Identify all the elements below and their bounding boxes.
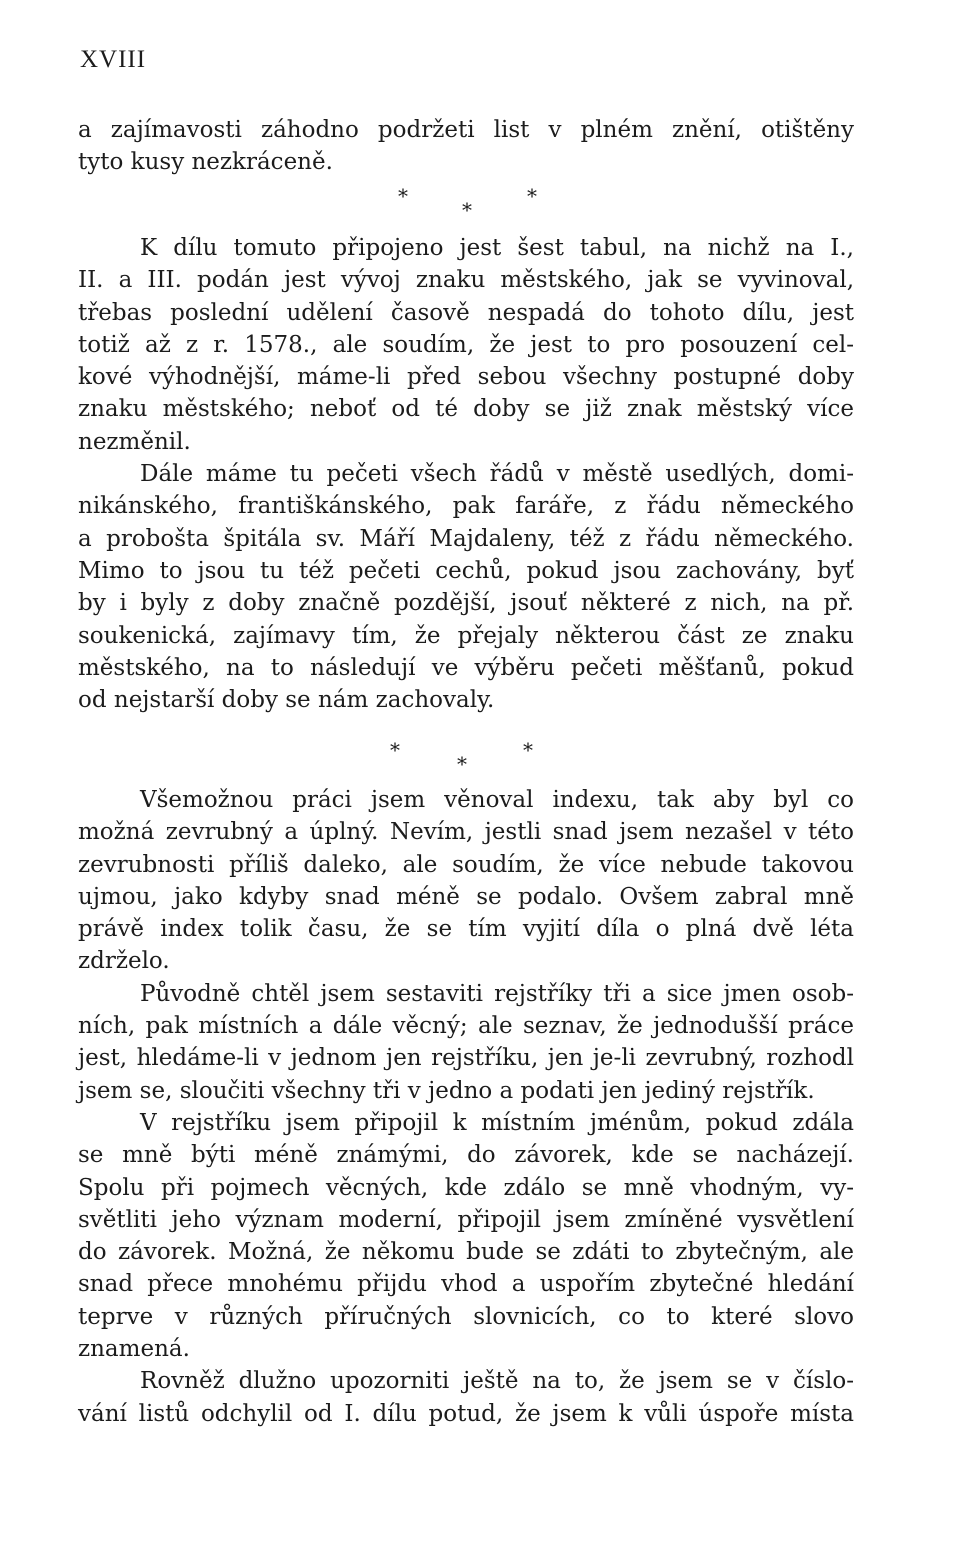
text-line: tyto kusy nezkráceně. [78,149,333,176]
text-line: teprve v různých příručných slovnicích, co to které slovo [78,1303,854,1330]
text-line: zdrželo. [78,948,170,975]
asterisk: * [462,198,472,222]
text-line: zevrubnosti příliš daleko, ale soudím, že více nebude takovou [78,851,854,878]
text-line: městského, na to následují ve výběru pečeti měšťanů, pokud [78,654,854,681]
text-line: jsem se, sloučiti všechny tři v jedno a podati jen jediný rejstřík. [78,1077,815,1104]
asterisk: * [390,738,400,762]
text-line: totiž až z r. 1578., ale soudím, že jest to pro posouzení cel- [78,331,854,358]
asterisk: * [527,184,537,208]
text-line: V rejstříku jsem připojil k místním jménům, pokud zdála [140,1109,854,1136]
section-index [78,784,854,1430]
text-line: soukenická, zajímavy tím, že přejaly některou část ze znaku [78,622,854,649]
text-line: právě index tolik času, že se tím vyjití díla o plná dvě léta [78,916,854,943]
section-divider [0,184,960,224]
text-line: ujmou, jako kdyby snad méně se podalo. Ovšem zabral mně [78,883,854,910]
text-line: znamená. [78,1336,190,1363]
text-line: ních, pak místních a dále věcný; ale seznav, že jednodušší práce [78,1013,854,1040]
text-line: nikánského, františkánského, pak faráře, z řádu německého [78,493,854,520]
text-line: jest, hledáme-li v jednom jen rejstříku, jen je-li zevrubný, rozhodl [78,1045,854,1072]
text-line: do závorek. Možná, že někomu bude se zdáti to zbytečným, ale [78,1239,854,1266]
text-line: vání listů odchylil od I. dílu potud, že jsem k vůli úspoře místa [78,1400,854,1427]
text-line: znaku městského; neboť od té doby se již znak městský více [78,396,854,423]
asterisk: * [457,752,467,776]
asterisk: * [523,738,533,762]
text-line: Původně chtěl jsem sestaviti rejstříky tři a sice jmen osob- [140,980,854,1007]
text-line: a probošta špitála sv. Máří Majdaleny, též z řádu německého. [78,525,854,552]
text-line: kové výhodnější, máme-li před sebou všechny postupné doby [78,364,854,391]
text-line: II. a III. podán jest vývoj znaku městského, jak se vyvinoval, [78,267,854,294]
text-line: světliti jeho význam moderní, připojil jsem zmíněné vysvětlení [78,1206,854,1233]
text-line: snad přece mnohému přijdu vhod a uspořím zbytečné hledání [78,1271,854,1298]
text-line: a zajímavosti záhodno podržeti list v plném znění, otištěny [78,117,854,143]
asterisk: * [398,184,408,208]
text-line: možná zevrubný a úplný. Nevím, jestli snad jsem nezašel v této [78,819,854,846]
section-divider [0,738,960,778]
paragraph-continuation [78,114,854,179]
text-line: třebas poslední udělení časově nespadá do tohoto dílu, jest [78,299,854,326]
text-line: se mně býti méně známými, do závorek, kde se nacházejí. [78,1142,854,1169]
text-line: Spolu při pojmech věcných, kde zdálo se mně vhodným, vy- [78,1174,854,1201]
page-number: XVIII [80,46,147,73]
text-line: Dále máme tu pečeti všech řádů v městě usedlých, domi- [140,461,854,488]
text-line: by i byly z doby značně pozdější, jsouť některé z nich, na př. [78,590,854,617]
text-line: Mimo to jsou tu též pečeti cechů, pokud jsou zachovány, byť [78,557,854,584]
text-line: Všemožnou práci jsem věnoval indexu, tak aby byl co [140,787,854,813]
text-line: K dílu tomuto připojeno jest šest tabul, na nichž na I., [140,235,854,261]
section-tables-and-seals [78,232,854,716]
text-line: od nejstarší doby se nám zachovaly. [78,687,495,714]
text-line: nezměnil. [78,428,191,455]
text-line: Rovněž dlužno upozorniti ještě na to, že jsem se v číslo- [140,1368,854,1395]
